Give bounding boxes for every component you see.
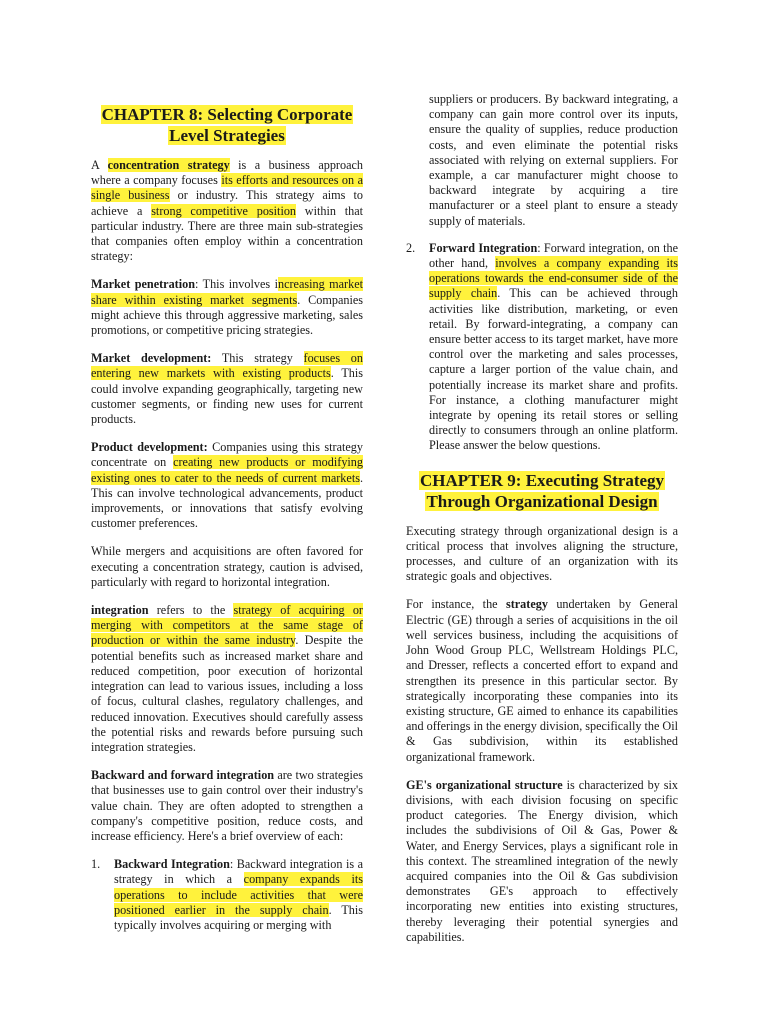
concentration-strategy-paragraph: A concentration strategy is a business approach where a company focuses its efforts and resources on a single business or industry. This strategy aims to achieve a strong competitive position within that particular industry. There are three main sub-strategies that companies often employ within a concentration strategy:: [91, 158, 364, 264]
highlight: company expands its operations to include activities that were positioned earlier in the supply chain: [114, 872, 363, 917]
chapter-8-title-line-2: Level Strategies: [169, 126, 285, 145]
product-development-label: Product development:: [91, 440, 208, 455]
backward-integration-label: Backward Integration: [114, 857, 230, 872]
organizational-design-paragraph: Executing strategy through organizational design is a critical process that involves aligning the structure, processes, and culture of an organization with its strategic goals and objectives.: [406, 523, 678, 584]
market-development-paragraph: Market development: This strategy focuses on entering new markets with existing products. This could involve expanding geographically, targeting new customer segments, or finding new uses for current products.: [91, 351, 364, 427]
list-item-forward-integration: 2. Forward Integration: Forward integration, on the other hand, involves a company expanding its operations towards the end-consumer side of the supply chain. This can be achieved through activities like distribution, marketing, or even retail. By forward-integrating, a company can ensure better access to its target market, have more control over the marketing and sales processes, capture a larger portion of the value chain, and potentially increase its market share and profits. For instance, a clothing manufacturer might integrate by opening its retail stores or selling directly to consumers through an online platform. Please answer the below questions.: [406, 240, 678, 453]
backward-forward-label: Backward and forward integration: [91, 768, 275, 783]
highlight: strategy of acquiring or merging with competitors at the same stage of production or within the same industry: [91, 603, 363, 648]
integration-paragraph: integration refers to the strategy of acquiring or merging with competitors at the same stage of production or within the same industry. Despite the potential benefits such as increased market share and reduced competition, poor execution of horizontal integration can lead to various issues, including a loss of focus, cultural clashes, regulatory challenges, and reduced innovation. Executives should carefully assess the potential risks and rewards before pursuing such integration strategies.: [91, 603, 363, 754]
strategy-term: strategy: [505, 597, 548, 612]
ge-structure-paragraph: GE's organizational structure is characterized by six divisions, with each division focusing on specific product categories. The Energy division, which includes the subdivisions of Oil & Gas, Power & Water, and Energy Services, plays a significant role in this context. The streamlined integration of the newly acquired companies into the Oil & Gas subdivision demonstrates GE's approach to effectively incorporating new entities into existing structures, thereby leveraging their potential synergies and capabilities.: [406, 777, 678, 944]
concentration-strategy-term: concentration strategy: [107, 158, 230, 172]
ge-strategy-paragraph: For instance, the strategy undertaken by General Electric (GE) through a series of acquisitions in the oil well services business, including the acquisitions of John Wood Group PLC, Wellstream Holdings PLC, and Dresser, reflects a concerted effort to expand and strengthen its presence in this particular sector. By strategically incorporating these companies into its existing structure, GE aimed to enhance its capabilities and offerings in the energy division, specifically the Oil & Gas subdivision, within its established organizational framework.: [406, 597, 679, 764]
backward-integration-continuation: suppliers or producers. By backward integrating, a company can gain more control over its inputs, ensure the quality of supplies, reduce production costs, and even eliminate the potential risks associated with relying on external suppliers. For example, a car manufacturer might choose to backward integrate by acquiring a tire manufacturer or a steel plant to ensure a steady supply of materials.: [429, 92, 678, 228]
ge-structure-term: GE's organizational structure: [406, 777, 563, 792]
highlight: strong competitive position: [151, 203, 297, 218]
chapter-9-title-line-2: Through Organizational Design: [426, 491, 658, 511]
integration-list-continued: [406, 241, 678, 454]
highlight: creating new products or modifying existing ones to cater to the needs of current markets: [91, 455, 363, 485]
product-development-paragraph: Product development: Companies using this strategy concentrate on creating new products or modifying existing ones to cater to the needs of current markets. This can involve technological advancements, product improvements, or innovations that satisfy evolving customer preferences.: [91, 440, 363, 531]
chapter-8-title: [91, 104, 363, 146]
mergers-paragraph: While mergers and acquisitions are often favored for executing a concentration strategy, caution is advised, particularly with regard to horizontal integration.: [91, 544, 363, 589]
list-number: 1.: [91, 857, 101, 872]
market-development-label: Market development:: [91, 351, 212, 366]
chapter-8-title-line-1: CHAPTER 8: Selecting Corporate: [101, 105, 353, 124]
highlight: involves a company expanding its operations towards the end-consumer side of the supply chain: [429, 256, 678, 301]
left-column: [91, 104, 363, 945]
market-penetration-paragraph: Market penetration: This involves increasing market share within existing market segments. Companies might achieve this through aggressive marketing, sales promotions, or competitive pricing strategies.: [91, 277, 363, 338]
list-item-backward-integration: 1. Backward Integration: Backward integration is a strategy in which a company expands its operations to include activities that were positioned earlier in the supply chain. This typically involves acquiring or merging with: [91, 857, 363, 932]
integration-label: integration: [91, 603, 149, 618]
market-penetration-label: Market penetration: [91, 277, 195, 292]
chapter-9-title: [406, 470, 678, 512]
highlight: focuses on entering new markets with existing products: [91, 351, 363, 381]
forward-integration-label: Forward Integration: [429, 240, 538, 255]
right-column: [406, 92, 678, 958]
highlight: its efforts and resources on a single business: [91, 173, 363, 203]
integration-list: [91, 857, 363, 933]
backward-forward-paragraph: Backward and forward integration are two strategies that businesses use to gain control over their industry's value chain. They are often adopted to strengthen a company's competitive position, reduce costs, and increase efficiency. Here's a brief overview of each:: [91, 768, 363, 843]
chapter-9-title-line-1: CHAPTER 9: Executing Strategy: [419, 470, 665, 490]
highlight: ncreasing market share within existing market segments: [91, 277, 363, 307]
list-number: 2.: [406, 240, 416, 255]
